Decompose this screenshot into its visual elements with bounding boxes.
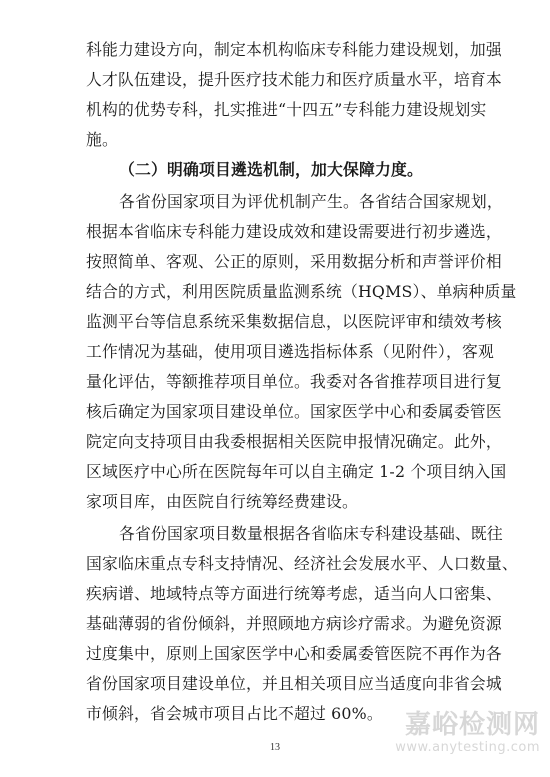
paragraph-line: 工作情况为基础，使用项目遴选指标体系（见附件），客观 (86, 342, 495, 361)
paragraph-line: 国家临床重点专科支持情况、经济社会发展水平、人口数量、 (86, 554, 518, 573)
watermark-url: www.anytesting.com (395, 740, 540, 755)
section-heading: （二）明确项目遴选机制，加大保障力度。 (119, 160, 423, 179)
paragraph-line: 市倾斜，省会城市项目占比不超过 60%。 (86, 704, 383, 723)
paragraph-line: 家项目库，由医院自行统筹经费建设。 (86, 492, 358, 511)
paragraph-line: 监测平台等信息系统采集数据信息，以医院评审和绩效考核 (86, 312, 502, 331)
paragraph-line: 基础薄弱的省份倾斜，并照顾地方病诊疗需求。为避免资源 (86, 614, 502, 633)
paragraph-line: 根据本省临床专科能力建设成效和建设需要进行初步遴选， (86, 222, 502, 241)
paragraph-line: 机构的优势专科，扎实推进“十四五”专科能力建设规划实 (86, 100, 487, 119)
paragraph-line: 施。 (86, 130, 118, 149)
paragraph-line: 各省份国家项目为评优机制产生。各省结合国家规划， (119, 192, 503, 211)
paragraph-line: 科能力建设方向，制定本机构临床专科能力建设规划，加强 (86, 40, 502, 59)
watermark-name: 嘉峪检测网 (404, 710, 540, 740)
paragraph-line: 过度集中，原则上国家医学中心和委属委管医院不再作为各 (86, 644, 502, 663)
paragraph-line: 结合的方式，利用医院质量监测系统（HQMS）、单病种质量 (86, 282, 517, 301)
paragraph-line: 按照简单、客观、公正的原则，采用数据分析和声誉评价相 (86, 252, 502, 271)
page-number: 13 (270, 742, 280, 753)
paragraph-line: 疾病谱、地域特点等方面进行统筹考虑，适当向人口密集、 (86, 584, 502, 603)
paragraph-line: 各省份国家项目数量根据各省临床专科建设基础、既往 (119, 524, 503, 543)
paragraph-line: 量化评估，等额推荐项目单位。我委对各省推荐项目进行复 (86, 372, 502, 391)
paragraph-line: 省份国家项目建设单位，并且相关项目应当适度向非省会城 (86, 674, 502, 693)
paragraph-line: 区域医疗中心所在医院每年可以自主确定 1-2 个项目纳入国 (86, 462, 507, 481)
paragraph-line: 院定向支持项目由我委根据相关医院申报情况确定。此外， (86, 432, 502, 451)
paragraph-line: 人才队伍建设，提升医疗技术能力和医疗质量水平，培育本 (86, 70, 502, 89)
paragraph-line: 核后确定为国家项目建设单位。国家医学中心和委属委管医 (86, 402, 502, 421)
watermark (390, 710, 540, 756)
